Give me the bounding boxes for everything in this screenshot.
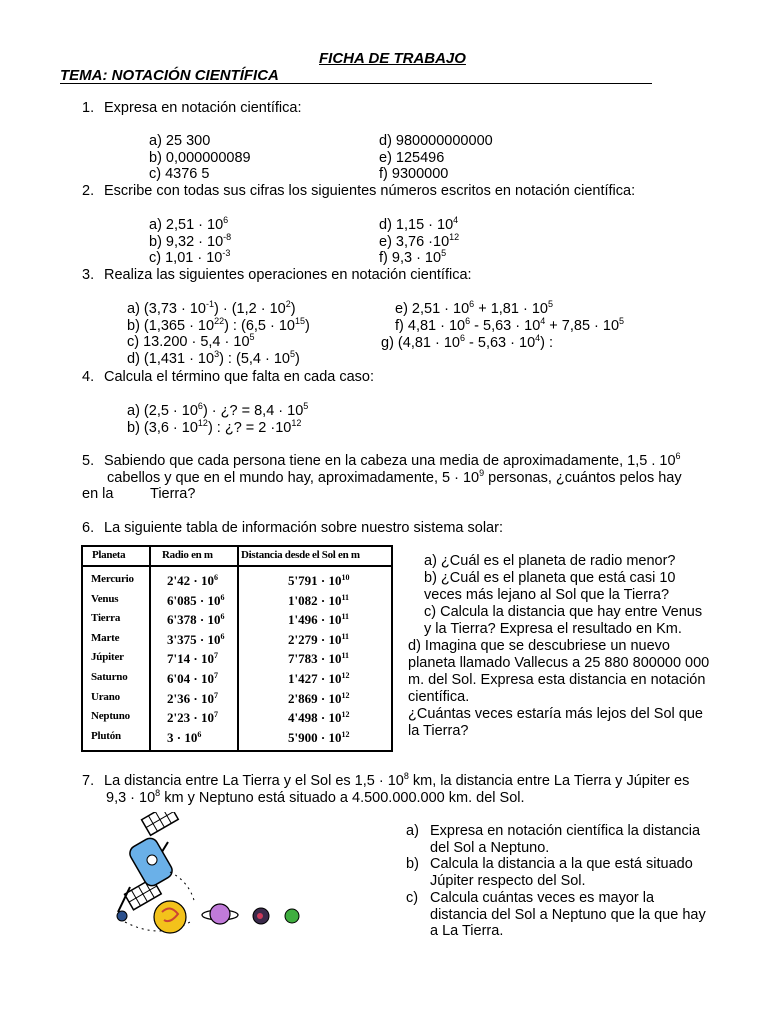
q7-item-c-line2: distancia del Sol a Neptuno que la que hay <box>430 907 706 923</box>
q2-item-e: e) $3,76 \cdot 10^{12}$ <box>379 232 460 250</box>
q3-item-d: d) $(1,431 \cdot 10^3)$ : $(5,4 \cdot 10^5)$ <box>127 349 300 367</box>
header-radio: Radio en m <box>162 549 213 561</box>
planet-radius: $2'36 \cdot 10^7$ <box>167 690 218 706</box>
q7-number: 7. <box>82 773 95 789</box>
q7-line-1: La distancia entre La Tierra y el Sol es $1,5 \cdot 10^8$ km, la distancia entre La Tierra y Júpiter es <box>104 771 690 789</box>
q6-number: 6. <box>82 520 95 536</box>
saturn-icon <box>202 904 238 924</box>
planet-name: Marte <box>91 631 120 644</box>
q6-question-d-cont4: ¿Cuántas veces estaría más lejos del Sol que <box>408 706 703 722</box>
q2-item-b: b) $9,32 \cdot 10^{-8}$ <box>149 232 232 250</box>
header-distancia: Distancia desde el Sol en m <box>241 549 360 561</box>
q5-line-1: Sabiendo que cada persona tiene en la cabeza una media de aproximadamente, 1,5 . $10^6$ <box>104 451 681 469</box>
q4-item-b: b) $(3,6 \cdot 10^{12})$ : ¿? = $2 \cdot 10^{12}$ <box>127 418 302 436</box>
satellite-icon <box>100 812 206 921</box>
q6-question-c: c) Calcula la distancia que hay entre Venus <box>424 604 703 620</box>
q2-item-c: c) $1,01 \cdot 10^{-3}$ <box>149 248 231 266</box>
q7-label-c: c) <box>406 890 419 906</box>
q6-question-d-cont3: científica. <box>408 689 470 705</box>
solar-system-table <box>81 545 393 752</box>
q3-number: 3. <box>82 267 95 283</box>
q3-item-a: a) $(3,73 \cdot 10^{-1}) \cdot (1,2 \cdot 10^2)$ <box>127 299 296 317</box>
q6-question-d-cont2: m. del Sol. Expresa esta distancia en notación <box>408 672 706 688</box>
q1-item-f: f) 9300000 <box>379 166 449 182</box>
q1-number: 1. <box>82 100 95 116</box>
planet-radius: $7'14 \cdot 10^7$ <box>167 651 218 667</box>
q5-line-2: cabellos y que en el mundo hay, aproximadamente, $5 \cdot 10^9$ personas, ¿cuántos pelos hay <box>107 468 682 486</box>
planet-distance: $5'900 \cdot 10^{12}$ <box>288 729 350 745</box>
q2-item-f: f) $9,3 \cdot 10^5$ <box>379 248 447 266</box>
q6-question-c-cont: y la Tierra? Expresa el resultado en Km. <box>424 621 682 637</box>
planet-radius: $2'42 \cdot 10^6$ <box>167 573 218 588</box>
q4-number: 4. <box>82 369 95 385</box>
planet-distance: $1'427 \cdot 10^{12}$ <box>288 671 350 686</box>
q6-question-b-cont: veces más lejano al Sol que la Tierra? <box>424 587 670 603</box>
q4-text: Calcula el término que falta en cada caso: <box>104 369 375 385</box>
q2-item-d: d) $1,15 \cdot 10^4$ <box>379 215 459 233</box>
topic-heading: TEMA: NOTACIÓN CIENTÍFICA <box>60 67 279 84</box>
q6-question-d-cont5: la Tierra? <box>408 723 469 739</box>
q3-item-c: c) $13.200 \cdot 5,4 \cdot 10^5$ <box>127 332 255 350</box>
q3-item-f: f) $4,81 \cdot 10^6 - 5,63 \cdot 10^4 + 7,85 \cdot 10^5$ <box>395 316 625 334</box>
header-planeta: Planeta <box>92 549 126 561</box>
planet-distance: $1'496 \cdot 10^{11}$ <box>288 612 350 628</box>
q6-question-d: d) Imagina que se descubriese un nuevo <box>408 638 670 654</box>
planet-radius: $3 \cdot 10^6$ <box>167 729 202 745</box>
planet-distance: $5'791 \cdot 10^{10}$ <box>288 573 350 588</box>
q5-number: 5. <box>82 453 95 469</box>
planet-name: Urano <box>91 690 120 703</box>
q6-question-a: a) ¿Cuál es el planeta de radio menor? <box>424 553 676 569</box>
q7-item-c-line3: a La Tierra. <box>430 923 504 939</box>
q2-item-a: a) $2,51 \cdot 10^6$ <box>149 215 229 233</box>
planet-name: Mercurio <box>91 573 134 585</box>
q3-item-b: b) $(1,365 \cdot 10^{22})$ : $(6,5 \cdot 10^{15})$ <box>127 316 310 334</box>
planet-name: Venus <box>91 592 119 605</box>
topic-underline <box>60 83 652 84</box>
q7-item-a-line1: Expresa en notación científica la distancia <box>430 823 701 839</box>
planet-radius: $6'04 \cdot 10^7$ <box>167 671 218 686</box>
planet-name: Neptuno <box>91 710 130 723</box>
planet-name: Júpiter <box>91 651 124 664</box>
q1-item-d: d) 980000000000 <box>379 133 493 149</box>
q7-item-b-line1: Calcula la distancia a la que está situado <box>430 856 693 872</box>
q6-text: La siguiente tabla de información sobre nuestro sistema solar: <box>104 520 503 536</box>
planet-radius: $6'378 \cdot 10^6$ <box>167 612 225 628</box>
q7-label-b: b) <box>406 856 419 872</box>
q6-question-b: b) ¿Cuál es el planeta que está casi 10 <box>424 570 676 586</box>
planet-distance: $2'279 \cdot 10^{11}$ <box>288 631 350 647</box>
planet-spot-icon <box>257 913 263 919</box>
q1-item-b: b) 0,000000089 <box>149 150 251 166</box>
q3-item-g: g) $(4,81 \cdot 10^6 - 5,63 \cdot 10^4)$ : <box>381 333 554 351</box>
planet-name: Tierra <box>91 612 121 625</box>
planet-radius: $2'23 \cdot 10^7$ <box>167 710 218 726</box>
planet-radius: $6'085 \cdot 10^6$ <box>167 592 225 608</box>
q7-item-a-line2: del Sol a Neptuno. <box>430 840 550 856</box>
planet-distance: $1'082 \cdot 10^{11}$ <box>288 592 350 608</box>
q1-item-a: a) 25 300 <box>149 133 211 149</box>
q6-question-d-cont1: planeta llamado Vallecus a 25 880 800000 000 <box>408 655 710 671</box>
sun-icon <box>154 901 186 933</box>
q3-text: Realiza las siguientes operaciones en notación científica: <box>104 267 472 283</box>
q1-text: Expresa en notación científica: <box>104 100 302 116</box>
planet-name: Saturno <box>91 671 128 683</box>
q2-number: 2. <box>82 183 95 199</box>
q4-item-a: a) $(2,5 \cdot 10^6)$ · ¿? = $8,4 \cdot 10^5$ <box>127 401 309 419</box>
q1-item-c: c) 4376 5 <box>149 166 210 182</box>
worksheet-title: FICHA DE TRABAJO <box>319 50 466 67</box>
q2-text: Escribe con todas sus cifras los siguientes números escritos en notación científica: <box>104 183 636 199</box>
table-divider-2 <box>237 547 239 750</box>
planet-green-icon <box>285 909 299 923</box>
planet-distance: $4'498 \cdot 10^{12}$ <box>288 710 350 726</box>
table-divider-1 <box>149 547 151 750</box>
planet-distance: $7'783 \cdot 10^{11}$ <box>288 651 350 667</box>
planet-distance: $2'869 \cdot 10^{12}$ <box>288 690 350 706</box>
q7-label-a: a) <box>406 823 419 839</box>
q5-line-3a: en la <box>82 486 114 502</box>
q7-line-2: $9,3 \cdot 10^8$ km y Neptuno está situado a 4.500.000.000 km. del Sol. <box>106 788 525 806</box>
space-illustration <box>100 812 310 940</box>
q7-item-b-line2: Júpiter respecto del Sol. <box>430 873 586 889</box>
planet-radius: $3'375 \cdot 10^6$ <box>167 631 225 647</box>
q1-item-e: e) 125496 <box>379 150 445 166</box>
q3-item-e: e) $2,51 \cdot 10^6 + 1,81 \cdot 10^5$ <box>395 299 553 317</box>
planet-name: Plutón <box>91 729 121 742</box>
q5-line-3b: Tierra? <box>150 486 196 502</box>
q7-item-c-line1: Calcula cuántas veces es mayor la <box>430 890 655 906</box>
